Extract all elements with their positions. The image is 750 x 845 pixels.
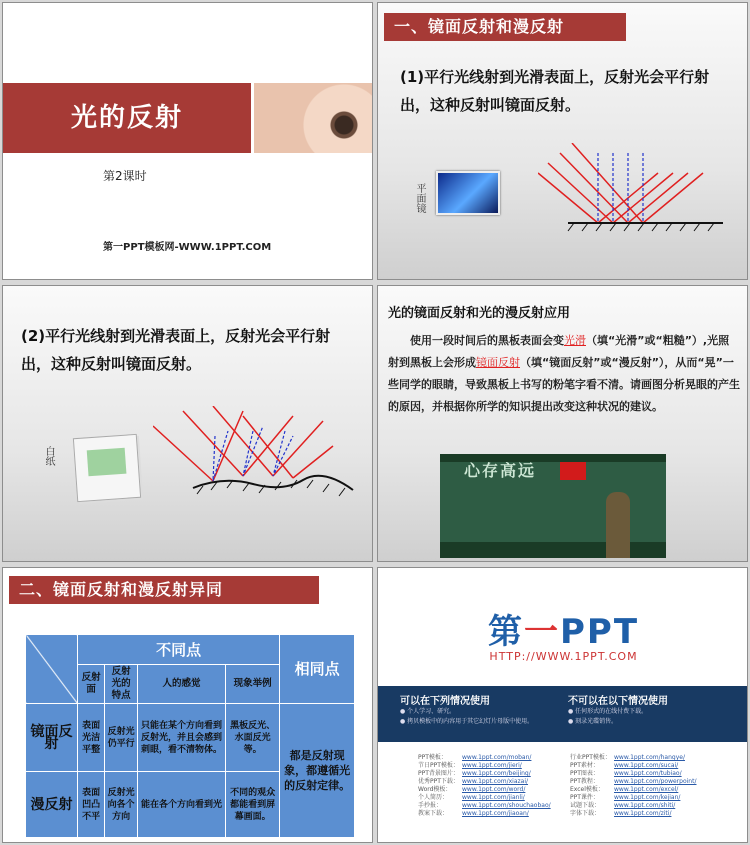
link[interactable]: www.1ppt.com/jiaoan/ [462, 810, 529, 817]
table-corner [26, 635, 78, 704]
link[interactable]: www.1ppt.com/hangye/ [614, 754, 685, 761]
link[interactable]: www.1ppt.com/moban/ [462, 754, 532, 761]
table-cell: 只能在某个方向看到反射光，并且会感到刺眼，看不清物体。 [137, 704, 225, 772]
slide-4-thumbnail[interactable] [377, 285, 748, 562]
table-cell: 反射光向各个方向 [105, 772, 138, 838]
site-credit: 第一PPT模板网-WWW.1PPT.COM [103, 242, 272, 253]
slide-2-thumbnail[interactable] [377, 2, 748, 280]
link[interactable]: www.1ppt.com/beijing/ [462, 770, 531, 777]
mirror-label: 平面镜 [414, 183, 425, 213]
para-part-2: （填“光滑”或“粗糙”）,光照射到黑板上会形成 [388, 334, 730, 369]
table-cell: 不同的观众都能看到屏幕画面。 [226, 772, 280, 838]
same-cell: 都是反射现象，都遵循光的反射定律。 [280, 704, 355, 838]
col-header: 反射光的特点 [105, 665, 138, 704]
link[interactable]: www.1ppt.com/tubiao/ [614, 770, 682, 777]
row-label: 漫反射 [26, 772, 78, 838]
header-different: 不同点 [78, 635, 280, 665]
col-header: 现象举例 [226, 665, 280, 704]
col-header: 人的感觉 [137, 665, 225, 704]
comparison-table [25, 634, 355, 838]
table-cell: 反射光仍平行 [105, 704, 138, 772]
section-header: 二、镜面反射和漫反射异同 [9, 576, 319, 604]
link[interactable]: www.1ppt.com/xiazai/ [462, 778, 529, 785]
section-header: 一、镜面反射和漫反射 [384, 13, 626, 41]
link[interactable]: www.1ppt.com/kejian/ [614, 794, 681, 801]
forbidden-column: 不可以在以下情况使用 ● 任何形式的在线付费下载。 ● 刻录光碟销售。 [568, 696, 668, 725]
col-header: 反射面 [78, 665, 105, 704]
specular-definition: (1)平行光线射到光滑表面上，反射光会平行射出，这种反射叫镜面反射。 [400, 68, 710, 114]
link[interactable]: www.1ppt.com/shiti/ [614, 802, 676, 809]
slide-5-thumbnail[interactable] [2, 567, 373, 843]
brand-url: HTTP://WWW.1PPT.COM [489, 650, 638, 663]
link[interactable]: www.1ppt.com/ziti/ [614, 810, 672, 817]
diffuse-reflection-diagram [153, 406, 363, 506]
link[interactable]: www.1ppt.com/shouchaobao/ [462, 802, 551, 809]
link[interactable]: www.1ppt.com/jieri/ [462, 762, 522, 769]
slide-1-thumbnail[interactable] [2, 2, 373, 280]
answer-specular: 镜面反射 [476, 356, 520, 369]
lesson-subtitle: 第2课时 [103, 169, 147, 183]
link[interactable]: www.1ppt.com/sucai/ [614, 762, 679, 769]
blackboard-chalk-text: 心存高远 [464, 461, 537, 480]
slide-title: 光的反射 [70, 103, 183, 133]
table-cell: 黑板反光、水面反光等。 [226, 704, 280, 772]
table-cell: 表面光洁平整 [78, 704, 105, 772]
allowed-column: 可以在下列情况使用 ● 个人学习、研究。 ● 拷贝模板中的内容用于其它幻灯片母版中使用。 [400, 696, 534, 725]
link[interactable]: www.1ppt.com/jianli/ [462, 794, 525, 801]
application-heading: 光的镜面反射和光的漫反射应用 [388, 306, 571, 321]
link[interactable]: www.1ppt.com/word/ [462, 786, 526, 793]
answer-smooth: 光滑 [564, 334, 586, 347]
link[interactable]: www.1ppt.com/powerpoint/ [614, 778, 697, 785]
usage-panel [378, 686, 748, 742]
link[interactable]: www.1ppt.com/excel/ [614, 786, 679, 793]
white-paper-image [73, 434, 141, 502]
slide-3-thumbnail[interactable] [2, 285, 373, 562]
links-right: 行业PPT模板： www.1ppt.com/hangye/ PPT素材： www.1ppt.com/sucai/ PPT图表： www.1ppt.com/tubiao/ PPT教程： www.1ppt.com/powerpoint/ Excel模板： www.1ppt.com/excel/ PPT课件： www.1ppt.com/kejian/ 试题下载： www.1ppt.com/shiti/ 字体下载： www.1ppt.com/ziti/ [570, 754, 697, 817]
diffuse-definition: (2)平行光线射到光滑表面上，反射光会平行射出，这种反射叫镜面反射。 [21, 327, 331, 373]
para-part-3: （填“镜面反射”或“漫反射”），从而“晃”一些同学的眼睛，导致黑板上书写的粉笔字看不清。请画图分析晃眼的产生的原因，并根据你所学的知识提出改变这种状况的建议。 [388, 356, 740, 413]
blackboard-photo [440, 454, 666, 558]
table-cell: 表面凹凸不平 [78, 772, 105, 838]
table-cell: 能在各个方向看到光 [137, 772, 225, 838]
row-label: 镜面反射 [26, 704, 78, 772]
para-part-1: 使用一段时间后的黑板表面会变 [410, 334, 564, 347]
slide-6-thumbnail[interactable] [377, 567, 748, 843]
brand-logo: 第一PPT [487, 612, 640, 652]
child-eye-photo [254, 83, 373, 153]
links-left: PPT模板： www.1ppt.com/moban/ 节日PPT模板： www.1ppt.com/jieri/ PPT背景图片： www.1ppt.com/beijing/ 优秀PPT下载： www.1ppt.com/xiazai/ Word模板： www.1ppt.com/word/ 个人简历： www.1ppt.com/jianli/ 手抄报： www.1ppt.com/shouchaobao/ 教案下载： www.1ppt.com/jiaoan/ [418, 754, 551, 817]
application-paragraph [388, 330, 740, 418]
specular-reflection-diagram [538, 143, 738, 243]
plane-mirror-image [436, 171, 500, 215]
header-same: 相同点 [280, 635, 355, 704]
paper-label: 白纸 [43, 446, 54, 466]
